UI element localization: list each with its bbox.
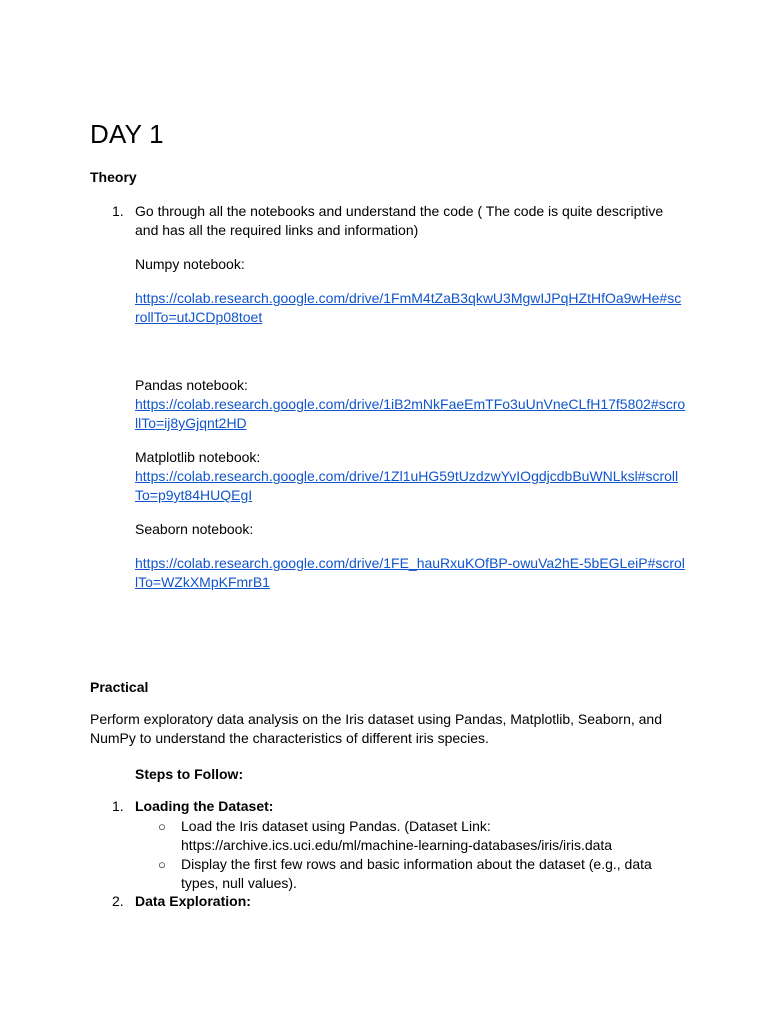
- numpy-notebook-link-line-1[interactable]: https://colab.research.google.com/drive/1FmM4tZaB3qkwU3MgwIJPqHZtHfOa9wHe#sc: [135, 290, 682, 306]
- pandas-notebook-label: Pandas notebook:: [135, 377, 248, 393]
- matplotlib-notebook-link-line-1[interactable]: https://colab.research.google.com/drive/1Zl1uHG59tUzdzwYvIOgdjcdbBuWNLksl#scroll: [135, 468, 679, 484]
- list-number: 1.: [112, 798, 124, 814]
- seaborn-notebook-label: Seaborn notebook:: [135, 521, 254, 537]
- numpy-notebook-label: Numpy notebook:: [135, 256, 245, 272]
- pandas-notebook-link-line-2[interactable]: llTo=ij8yGjqnt2HD: [135, 415, 247, 431]
- pandas-notebook-link-line-1[interactable]: https://colab.research.google.com/drive/1iB2mNkFaeEmTFo3uUnVneCLfH17f5802#scro: [135, 396, 686, 412]
- practical-intro-line-2: NumPy to understand the characteristics of different iris species.: [90, 730, 489, 746]
- matplotlib-notebook-link-line-2[interactable]: To=p9yt84HUQEgI: [135, 487, 253, 503]
- list-number: 2.: [112, 893, 124, 909]
- seaborn-notebook-link-line-2[interactable]: lTo=WZkXMpKFmrB1: [135, 574, 270, 590]
- hollow-bullet-icon: ○: [158, 857, 166, 872]
- step-1-title: Loading the Dataset:: [135, 798, 274, 814]
- practical-heading: Practical: [90, 679, 149, 695]
- step-1-bullet-2-line-2: types, null values).: [181, 875, 297, 891]
- step-1-bullet-2-line-1: Display the first few rows and basic information about the dataset (e.g., data: [181, 856, 652, 872]
- seaborn-notebook-link-line-1[interactable]: https://colab.research.google.com/drive/1FE_hauRxuKOfBP-owuVa2hE-5bEGLeiP#scrol: [135, 555, 685, 571]
- practical-intro-line-1: Perform exploratory data analysis on the Iris dataset using Pandas, Matplotlib, Seaborn, and: [90, 711, 662, 727]
- hollow-bullet-icon: ○: [158, 819, 166, 834]
- step-1-bullet-1-line-2: https://archive.ics.uci.edu/ml/machine-learning-databases/iris/iris.data: [181, 837, 613, 853]
- step-1-bullet-1-line-1: Load the Iris dataset using Pandas. (Dataset Link:: [181, 818, 491, 834]
- matplotlib-notebook-label: Matplotlib notebook:: [135, 449, 261, 465]
- theory-item-1-line-2: and has all the required links and information): [135, 222, 419, 238]
- steps-heading: Steps to Follow:: [135, 766, 244, 782]
- step-2-title: Data Exploration:: [135, 893, 251, 909]
- list-number: 1.: [112, 203, 124, 219]
- theory-item-1-line-1: Go through all the notebooks and understand the code ( The code is quite descriptive: [135, 203, 664, 219]
- theory-heading: Theory: [90, 169, 137, 185]
- page-title: DAY 1: [90, 119, 164, 149]
- numpy-notebook-link-line-2[interactable]: rollTo=utJCDp08toet: [135, 309, 263, 325]
